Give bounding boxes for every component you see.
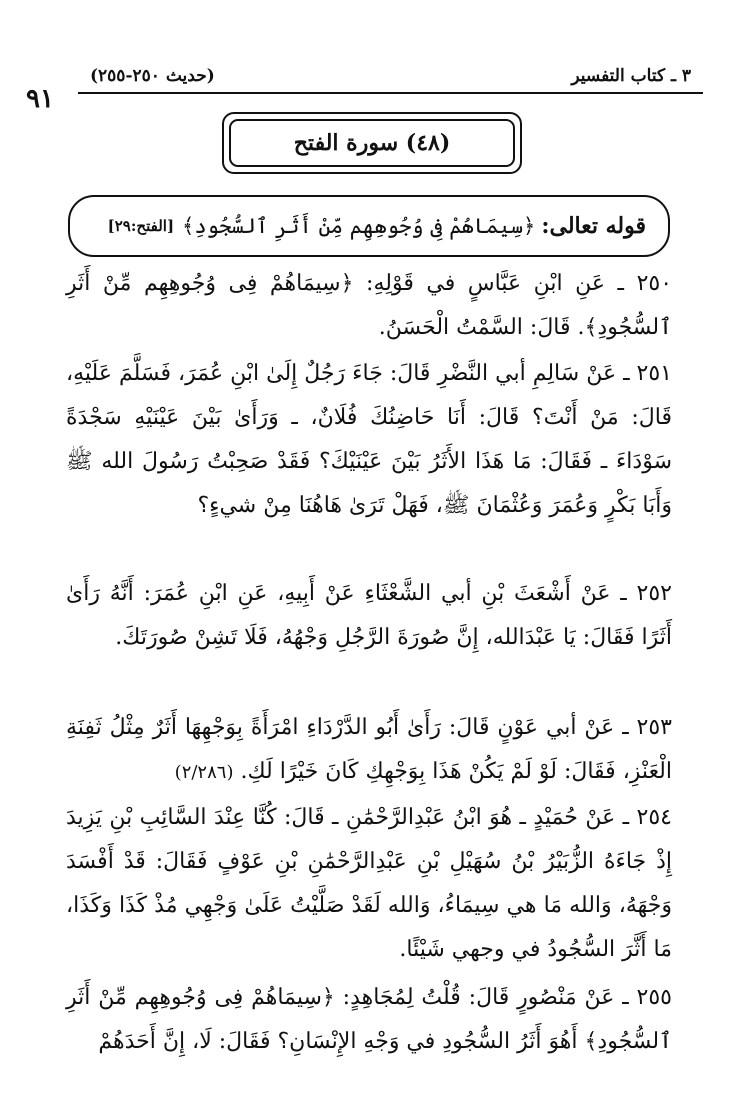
hadith-250 <box>66 262 672 350</box>
running-header-hadith-range: (حديث ٢٥٠-٢٥٥) <box>90 66 215 86</box>
hadith-254 <box>66 796 672 972</box>
verse-heading-reference: [الفتح:٢٩] <box>107 217 175 235</box>
surah-title-box <box>222 112 522 174</box>
hadith-number: ٢٥٣ <box>636 715 672 740</box>
surah-title: (٤٨) سورة الفتح <box>229 119 515 167</box>
verse-heading-box <box>68 195 670 257</box>
verse-heading-label: قوله تعالى: <box>541 213 646 239</box>
running-header-chapter: ٣ ـ كتاب التفسير <box>571 66 691 86</box>
hadith-text: ـ عَنْ حُمَيْدٍ ـ هُوَ ابْنُ عَبْدِالرَّحْمَٰنِ ـ قَالَ: كُنَّا عِنْدَ السَّائِبِ بْنِ يَزِيدَ إِذْ جَاءَهُ الزُّبَيْرُ بْنُ سُهَيْلِ بْنِ عَبْدِالرَّحْمَٰنِ بْنِ عَوْفٍ فَقَالَ: قَدْ أَفْسَدَ وَجْهَهُ، وَالله مَا هي سِيمَاءُ، وَالله لَقَدْ صَلَّيْتُ عَلَىٰ وَجْهِي مُذْ كَذَا وَكَذَا، مَا أَثَّرَ السُّجُودُ في وجهي شَيْئًا. <box>66 805 672 962</box>
page-number: ٩١ <box>26 84 54 114</box>
hadith-text: ـ عَنْ سَالِمِ أبي النَّضْرِ قَالَ: جَاءَ رَجُلٌ إِلَىٰ ابْنِ عُمَرَ، فَسَلَّمَ عَلَيْهِ، قَالَ: مَنْ أَنْتَ؟ قَالَ: أَنَا حَاضِنُكَ فُلَانٌ، ـ وَرَأَىٰ بَيْنَ عَيْنَيْهِ سَجْدَةً سَوْدَاءَ ـ فَقَالَ: مَا هَذَا الأَثَرُ بَيْنَ عَيْنَيْكَ؟ فَقَدْ صَحِبْتُ رَسُولَ الله ﷺ وَأَبَا بَكْرٍ وَعُمَرَ وَعُثْمَانَ ﷺ، فَهَلْ تَرَىٰ هَاهُنَا مِنْ شيءٍ؟ <box>66 361 672 518</box>
hadith-number: ٢٥٤ <box>636 805 672 830</box>
hadith-text: ـ عَنْ أبي عَوْنٍ قَالَ: رَأَىٰ أَبُو الدَّرْدَاءِ امْرَأَةً بِوَجْهِهَا أَثَرٌ مِثْلُ ثَفِنَةِ الْعَنْزِ، فَقَالَ: لَوْ لَمْ يَكُنْ هَذَا بِوَجْهِكِ كَانَ خَيْرًا لَكِ. <box>66 715 672 784</box>
hadith-number: ٢٥١ <box>636 361 672 386</box>
hadith-number: ٢٥٥ <box>636 985 672 1010</box>
hadith-255 <box>66 976 672 1064</box>
hadith-251 <box>66 352 672 528</box>
verse-heading-ayah: ﴿سِيمَاهُمْ فِى وُجُوهِهِم مِّنْ أَثَرِ ٱلسُّجُودِ﴾ <box>182 214 536 238</box>
hadith-252 <box>66 572 672 660</box>
hadith-number: ٢٥٠ <box>636 271 673 296</box>
hadith-253 <box>66 706 672 795</box>
hadith-text: ـ عَنْ مَنْصُورٍ قَالَ: قُلْتُ لِمُجَاهِدٍ: ﴿سِيمَاهُمْ فِى وُجُوهِهِم مِّنْ أَثَرِ ٱلسُّجُودِ﴾ أَهُوَ أَثَرُ السُّجُودِ في وَجْهِ الإِنْسَانِ؟ فَقَالَ: لَا، إِنَّ أَحَدَهُمْ <box>66 985 672 1054</box>
hadith-volume-reference: (٢/٢٨٦) <box>174 762 234 783</box>
header-rule <box>78 92 703 94</box>
hadith-text: ـ عَنِ ابْنِ عَبَّاسٍ في قَوْلِهِ: ﴿سِيمَاهُمْ فِى وُجُوهِهِم مِّنْ أَثَرِ ٱلسُّجُودِ﴾. قَالَ: السَّمْتُ الْحَسَنُ. <box>66 271 672 340</box>
hadith-number: ٢٥٢ <box>636 581 672 606</box>
hadith-text: ـ عَنْ أَشْعَثَ بْنِ أبي الشَّعْثَاءِ عَنْ أَبِيهِ، عَنِ ابْنِ عُمَرَ: أَنَّهُ رَأَىٰ أَثَرًا فَقَالَ: يَا عَبْدَالله، إِنَّ صُورَةَ الرَّجُلِ وَجْهُهُ، فَلَا تَشِنْ صُورَتَكَ. <box>66 581 672 650</box>
